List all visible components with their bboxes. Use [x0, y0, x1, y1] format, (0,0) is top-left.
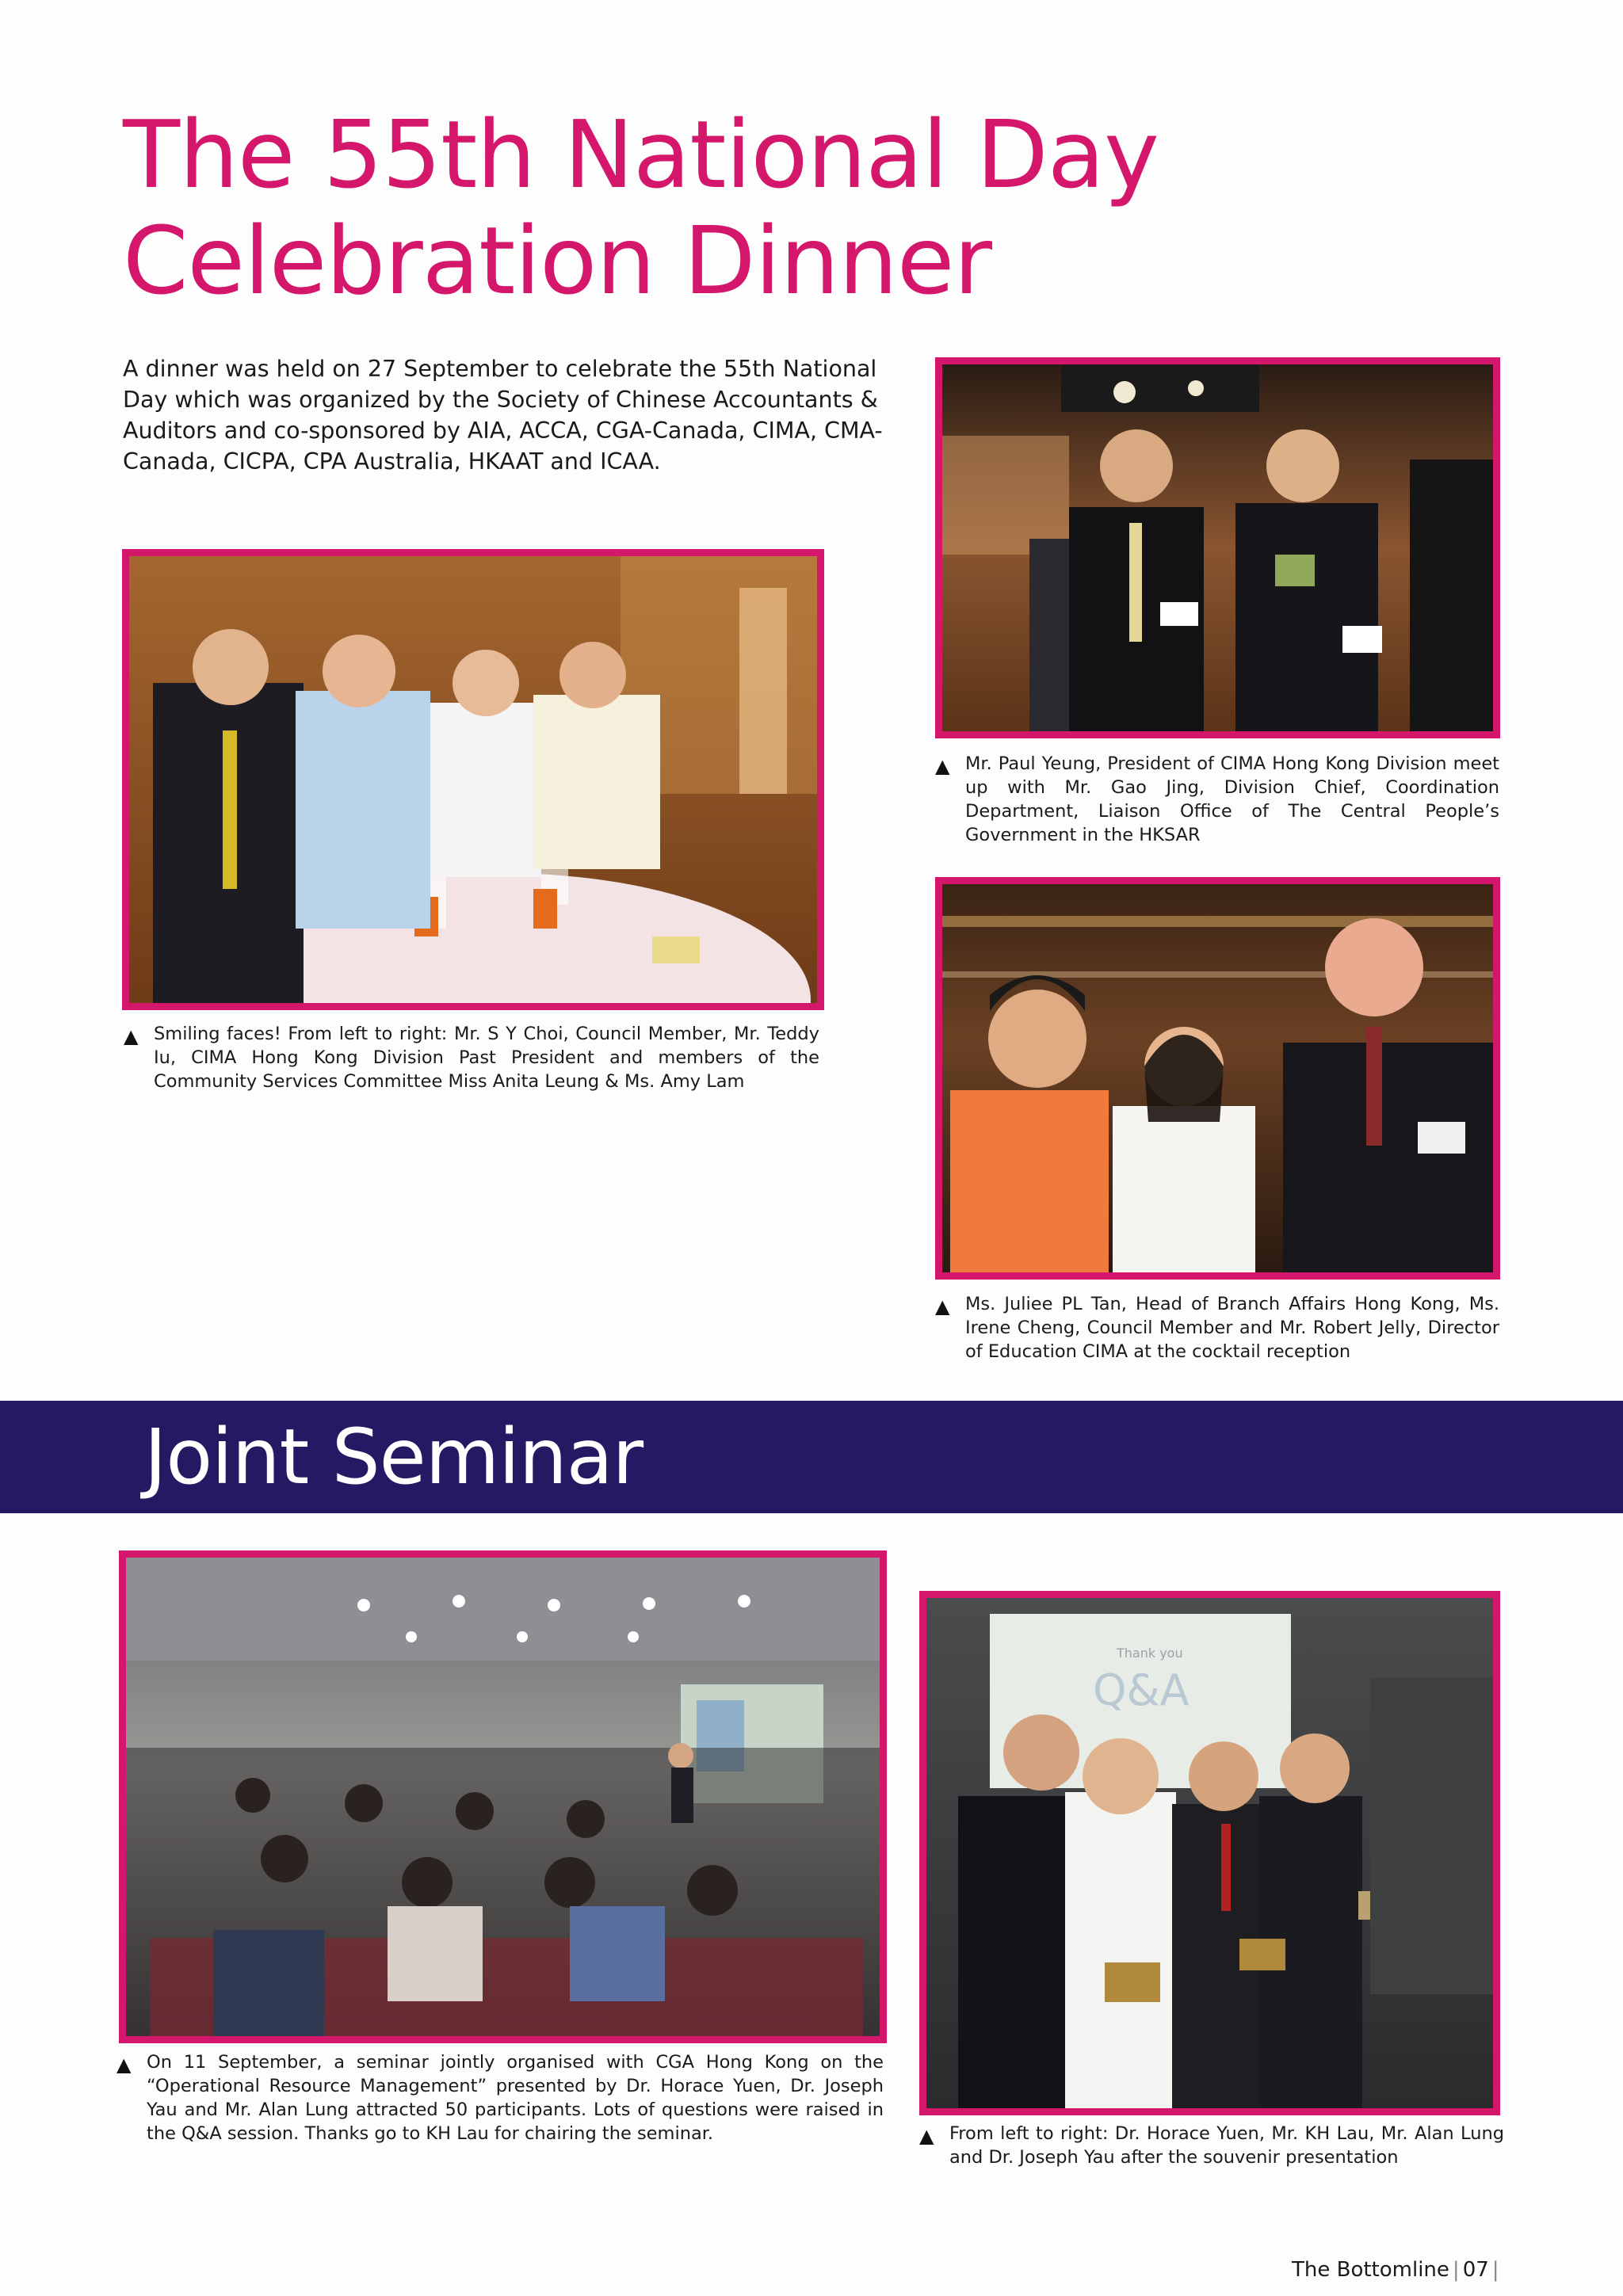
- caption-triangle-icon: ▲: [935, 755, 950, 777]
- caption-triangle-icon: ▲: [116, 2054, 132, 2076]
- dinner-table-photo: [122, 549, 824, 1010]
- page-number: 07: [1462, 2258, 1489, 2282]
- souvenir-scene: [926, 1598, 1493, 2108]
- cocktail-scene: [942, 884, 1493, 1272]
- seminar-hall-photo: [119, 1550, 887, 2043]
- publication-name: The Bottomline: [1292, 2258, 1449, 2282]
- cocktail-caption-text: Ms. Juliee PL Tan, Head of Branch Affairs Hong Kong, Ms. Irene Cheng, Council Member and Mr. Robert Jelly, Director of Education CIMA at the cocktail reception: [965, 1294, 1499, 1362]
- souvenir-caption: [919, 2122, 1504, 2169]
- souvenir-photo: [919, 1591, 1500, 2115]
- screen-qa-text: Q&A: [1093, 1665, 1190, 1715]
- title-line-1: The 55th National Day: [123, 100, 1159, 209]
- paul-yeung-caption: [935, 752, 1499, 847]
- dinner-table-caption-text: Smiling faces! From left to right: Mr. S Y Choi, Council Member, Mr. Teddy Iu, CIMA Hong Kong Division Past President and members of the Community Services Committee Miss Anita Leung & Ms. Amy Lam: [154, 1024, 819, 1092]
- section-title: Joint Seminar: [144, 1413, 643, 1501]
- souvenir-caption-text: From left to right: Dr. Horace Yuen, Mr. KH Lau, Mr. Alan Lung and Dr. Joseph Yau after the souvenir presentation: [949, 2123, 1504, 2168]
- caption-triangle-icon: ▲: [124, 1025, 139, 1047]
- dinner-table-scene: [129, 556, 817, 1003]
- screen-subtext: Thank you: [1117, 1646, 1183, 1661]
- page-footer: [1292, 2258, 1503, 2282]
- page-title: [123, 101, 1159, 314]
- joint-seminar-banner: [0, 1401, 1623, 1513]
- cocktail-caption: [935, 1292, 1499, 1363]
- paul-yeung-scene: [942, 364, 1493, 731]
- intro-paragraph: A dinner was held on 27 September to celebrate the 55th National Day which was organized by the Society of Chinese Accountants & Auditors and co-sponsored by AIA, ACCA, CGA-Canada, CIMA, CMA-Canada, CICPA, CPA Australia, HKAAT and ICAA.: [123, 356, 883, 475]
- seminar-hall-scene: [126, 1558, 880, 2036]
- dinner-table-caption: [124, 1022, 819, 1093]
- seminar-hall-caption: [116, 2050, 884, 2145]
- seminar-hall-caption-text: On 11 September, a seminar jointly organised with CGA Hong Kong on the “Operational Resource Management” presented by Dr. Horace Yuen, Dr. Joseph Yau and Mr. Alan Lung attracted 50 participants. Lots of questions were raised in the Q&A session. Thanks go to KH Lau for chairing the seminar.: [147, 2052, 884, 2144]
- title-line-2: Celebration Dinner: [123, 206, 991, 315]
- paul-yeung-photo: [935, 357, 1500, 738]
- footer-divider-end: |: [1491, 2258, 1499, 2282]
- footer-divider: |: [1452, 2258, 1460, 2282]
- caption-triangle-icon: ▲: [919, 2125, 934, 2147]
- cocktail-photo: [935, 877, 1500, 1280]
- paul-yeung-caption-text: Mr. Paul Yeung, President of CIMA Hong Kong Division meet up with Mr. Gao Jing, Division Chief, Coordination Department, Liaison Office of The Central People’s Government in the HKSAR: [965, 753, 1499, 845]
- caption-triangle-icon: ▲: [935, 1295, 950, 1318]
